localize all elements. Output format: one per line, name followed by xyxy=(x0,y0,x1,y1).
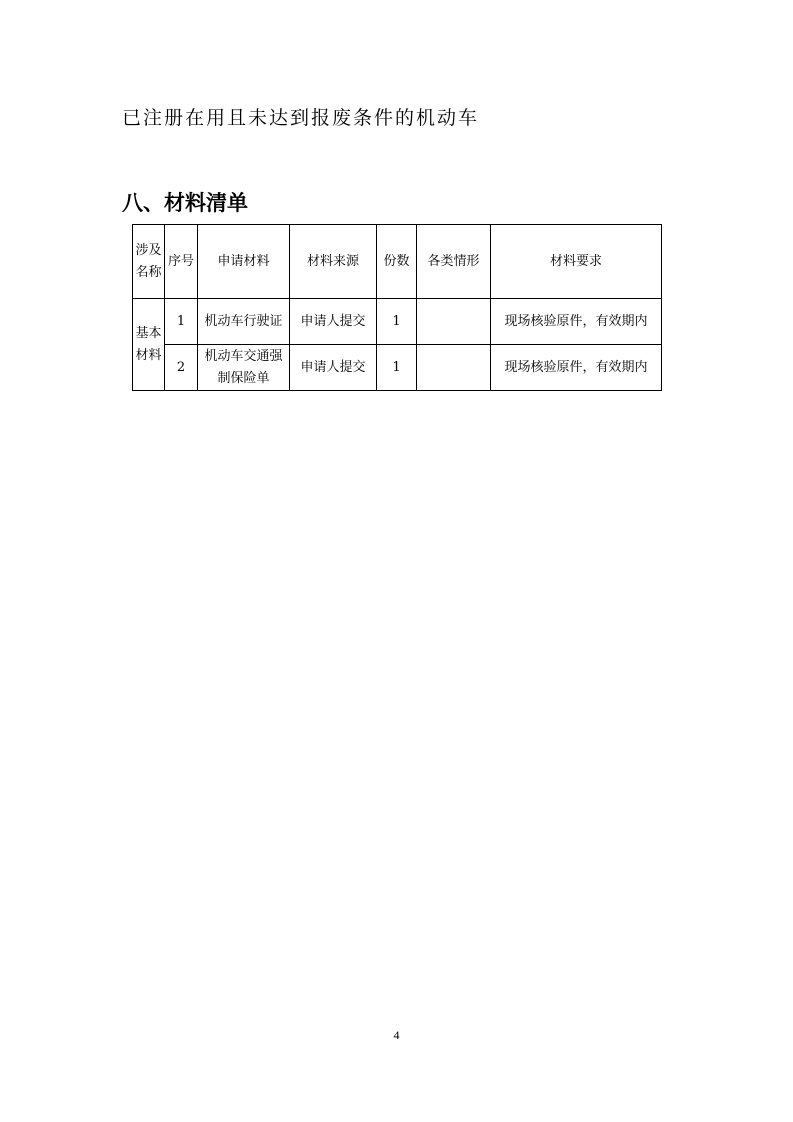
row-source-cell: 申请人提交 xyxy=(290,345,377,391)
header-situation: 各类情形 xyxy=(417,225,491,299)
table-header-row xyxy=(133,225,662,299)
row-requirement-cell: 现场核验原件，有效期内 xyxy=(491,345,662,391)
group-label-cell: 基本材料 xyxy=(133,299,165,391)
table-row xyxy=(133,299,662,345)
intro-text: 已注册在用且未达到报废条件的机动车 xyxy=(122,107,480,129)
row-copies-cell: 1 xyxy=(377,299,417,345)
section-heading: 八、材料清单 xyxy=(122,191,248,215)
header-material: 申请材料 xyxy=(198,225,290,299)
row-material-cell: 机动车交通强制保险单 xyxy=(198,345,290,391)
row-situation-cell xyxy=(417,345,491,391)
materials-table xyxy=(132,224,662,391)
header-index: 序号 xyxy=(165,225,198,299)
page-number: 4 xyxy=(393,1028,400,1042)
row-requirement-cell: 现场核验原件，有效期内 xyxy=(491,299,662,345)
table-row xyxy=(133,345,662,391)
header-category: 涉及名称 xyxy=(133,225,165,299)
row-index-cell: 2 xyxy=(165,345,198,391)
row-copies-cell: 1 xyxy=(377,345,417,391)
header-requirement: 材料要求 xyxy=(491,225,662,299)
row-index-cell: 1 xyxy=(165,299,198,345)
row-source-cell: 申请人提交 xyxy=(290,299,377,345)
row-material-cell: 机动车行驶证 xyxy=(198,299,290,345)
header-copies: 份数 xyxy=(377,225,417,299)
header-source: 材料来源 xyxy=(290,225,377,299)
row-situation-cell xyxy=(417,299,491,345)
